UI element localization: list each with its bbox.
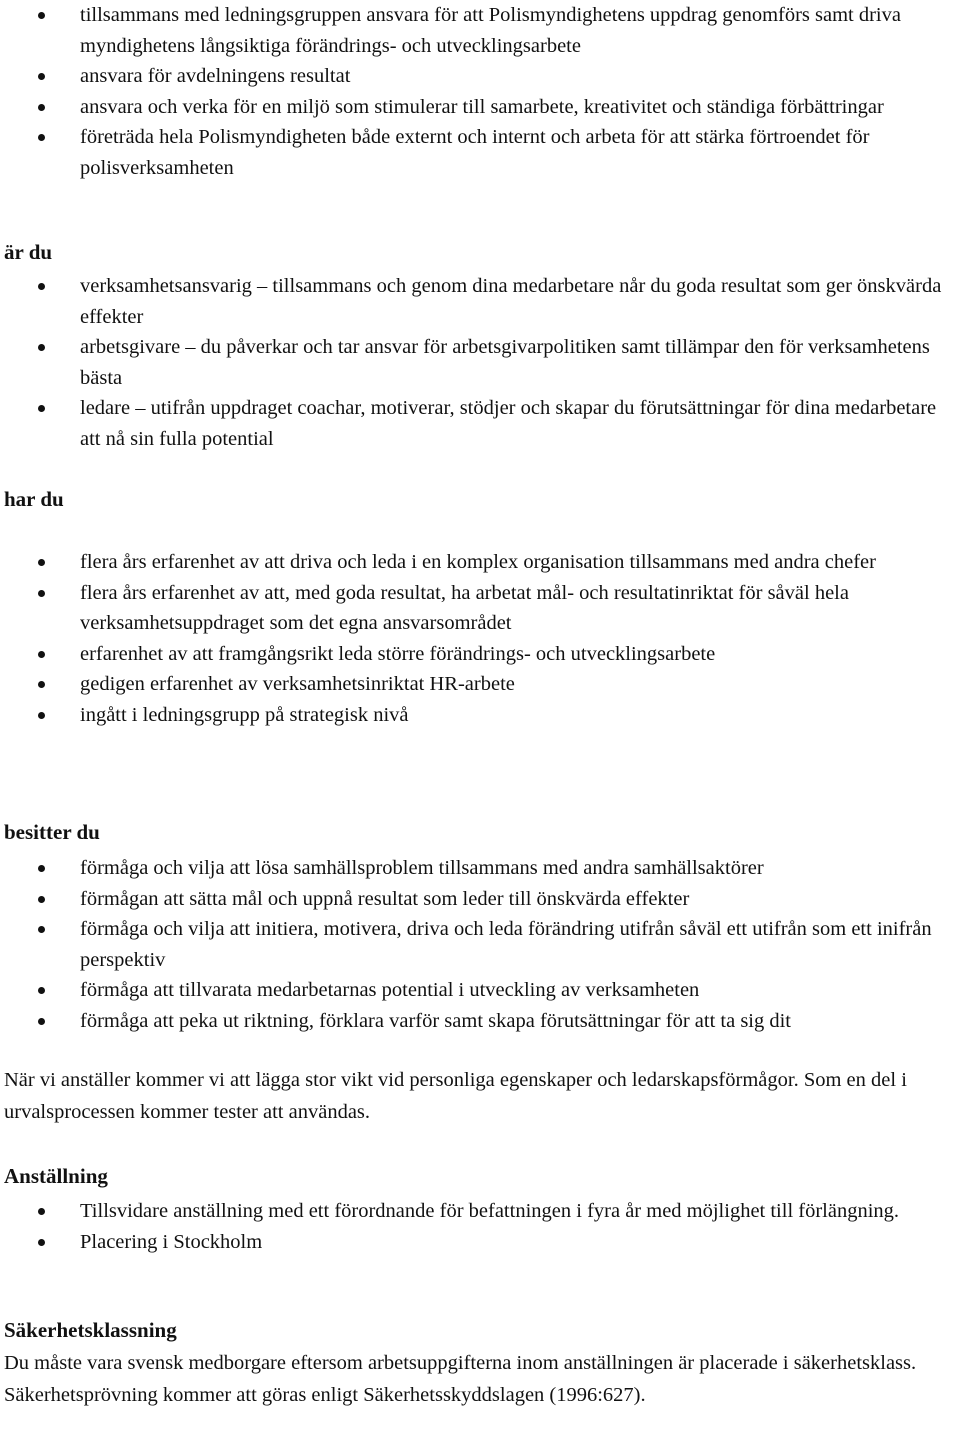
- bullet-icon: [38, 283, 45, 290]
- list-item-text: förmågan att sätta mål och uppnå resultat som leder till önskvärda effekter: [80, 887, 690, 910]
- bullet-icon: [38, 865, 45, 872]
- besitter-du-list-block: [0, 853, 960, 1036]
- anstallning-list-block: [0, 1196, 960, 1257]
- list-item-text: ansvara för avdelningens resultat: [80, 65, 351, 87]
- section-heading-anstallning: Anställning: [4, 1164, 108, 1188]
- section-heading-har-du: har du: [4, 487, 64, 511]
- bullet-icon: [38, 926, 45, 933]
- responsibilities-list: [0, 0, 960, 183]
- list-item: [0, 639, 960, 670]
- list-item-text: verksamhetsansvarig – tillsammans och genom dina medarbetare når du goda resultat som ger önskvärda effekter: [80, 275, 942, 328]
- list-item: [0, 700, 960, 731]
- list-item-text: tillsammans med ledningsgruppen ansvara för att Polismyndighetens uppdrag genomförs samt driva myndighetens långsiktiga förändrings- och utvecklingsarbete: [80, 4, 901, 57]
- anstallning-list: [0, 1196, 960, 1257]
- list-item-text: förmåga och vilja att lösa samhällsproblem tillsammans med andra samhällsaktörer: [80, 857, 764, 879]
- list-item: [0, 853, 960, 884]
- section-heading-besitter-du: besitter du: [4, 820, 100, 844]
- bullet-icon: [38, 987, 45, 994]
- selection-paragraph: När vi anställer kommer vi att lägga stor vikt vid personliga egenskaper och ledarskapsförmågor. Som en del i urvalsprocessen kommer tester att användas.: [4, 1069, 907, 1123]
- list-item-text: ingått i ledningsgrupp på strategisk nivå: [80, 703, 409, 726]
- list-item-text: arbetsgivare – du påverkar och tar ansvar för arbetsgivarpolitiken samt tillämpar den för verksamhetens bästa: [80, 336, 930, 389]
- bullet-icon: [38, 681, 45, 688]
- security-paragraph: Du måste vara svensk medborgare eftersom arbetsuppgifterna inom anställningen är placerade i säkerhetsklass. Säkerhetsprövning kommer att göras enligt Säkerhetsskyddslagen (1996:627).: [4, 1352, 917, 1406]
- section-heading-sakerhetsklassning: Säkerhetsklassning: [4, 1318, 177, 1342]
- list-item: [0, 61, 960, 92]
- list-item: [0, 975, 960, 1006]
- ar-du-list: [0, 271, 960, 454]
- list-item: [0, 884, 960, 915]
- list-item-text: gedigen erfarenhet av verksamhetsinriktat HR-arbete: [80, 673, 515, 695]
- list-item: [0, 1196, 960, 1227]
- bullet-icon: [38, 134, 45, 141]
- bullet-icon: [38, 344, 45, 351]
- list-item: [0, 547, 960, 578]
- besitter-du-list: [0, 853, 960, 1036]
- bullet-icon: [38, 559, 45, 566]
- bullet-icon: [38, 651, 45, 658]
- bullet-icon: [38, 104, 45, 111]
- list-item-text: erfarenhet av att framgångsrikt leda större förändrings- och utvecklingsarbete: [80, 642, 716, 665]
- list-item: [0, 122, 960, 183]
- list-item: [0, 92, 960, 123]
- list-item: [0, 669, 960, 700]
- list-item-text: ledare – utifrån uppdraget coachar, motiverar, stödjer och skapar du förutsättningar för dina medarbetare att nå sin fulla potential: [80, 397, 937, 450]
- list-item-text: förmåga att tillvarata medarbetarnas potential i utveckling av verksamheten: [80, 979, 700, 1001]
- list-item-text: företräda hela Polismyndigheten både externt och internt och arbeta för att stärka förtroendet för polisverksamheten: [80, 126, 870, 179]
- bullet-icon: [38, 590, 45, 597]
- list-item: [0, 393, 960, 454]
- bullet-icon: [38, 405, 45, 412]
- list-item-text: flera års erfarenhet av att, med goda resultat, ha arbetat mål- och resultatinriktat för såväl hela verksamhetsuppdraget som det egna ansvarsområdet: [80, 581, 849, 634]
- list-item: [0, 914, 960, 975]
- list-item: [0, 1227, 960, 1258]
- list-item: [0, 0, 960, 61]
- har-du-list: [0, 547, 960, 730]
- har-du-list-block: [0, 547, 960, 730]
- bullet-icon: [38, 896, 45, 903]
- bullet-icon: [38, 1018, 45, 1025]
- bullet-icon: [38, 73, 45, 80]
- list-item-text: förmåga att peka ut riktning, förklara varför samt skapa förutsättningar för att ta sig dit: [80, 1009, 792, 1032]
- responsibilities-list-block: [0, 0, 960, 183]
- bullet-icon: [38, 12, 45, 19]
- bullet-icon: [38, 1208, 45, 1215]
- ar-du-list-block: [0, 271, 960, 454]
- bullet-icon: [38, 1239, 45, 1246]
- list-item-text: förmåga och vilja att initiera, motivera, driva och leda förändring utifrån såväl ett utifrån som ett inifrån perspektiv: [80, 918, 932, 971]
- list-item-text: flera års erfarenhet av att driva och leda i en komplex organisation tillsammans med andra chefer: [80, 551, 876, 573]
- bullet-icon: [38, 712, 45, 719]
- list-item: [0, 578, 960, 639]
- section-heading-ar-du: är du: [4, 240, 53, 264]
- list-item-text: Placering i Stockholm: [80, 1230, 263, 1253]
- list-item-text: Tillsvidare anställning med ett förordnande för befattningen i fyra år med möjlighet till förlängning.: [80, 1200, 900, 1222]
- list-item: [0, 332, 960, 393]
- list-item: [0, 271, 960, 332]
- list-item-text: ansvara och verka för en miljö som stimulerar till samarbete, kreativitet och ständiga förbättringar: [80, 95, 884, 118]
- list-item: [0, 1006, 960, 1037]
